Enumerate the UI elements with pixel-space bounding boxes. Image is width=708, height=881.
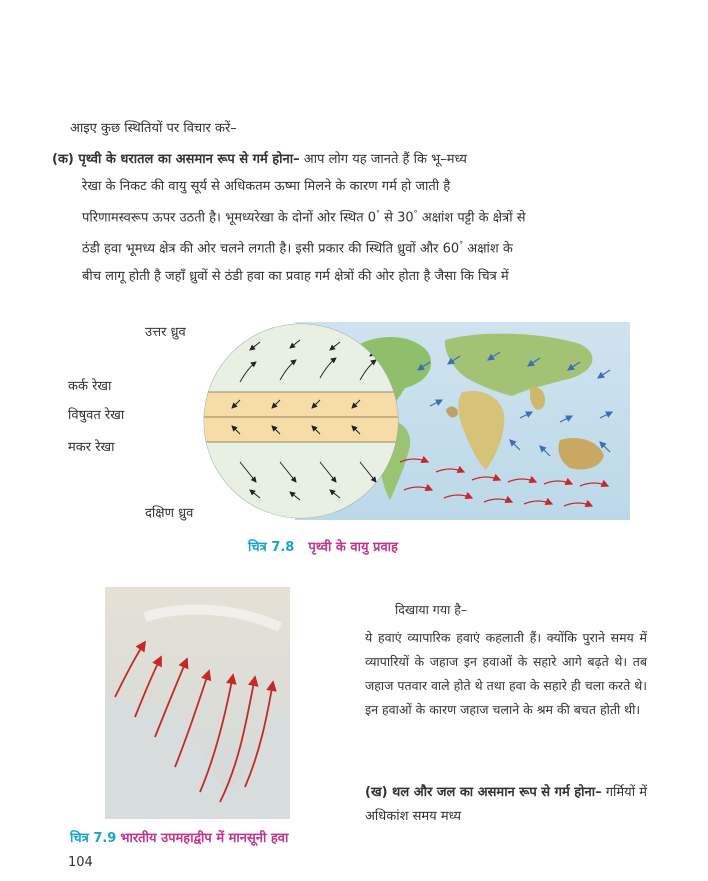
label-equator: विषुवत रेखा [68, 408, 125, 423]
trade-winds-paragraph: ये हवाएं व्यापारिक हवाएं कहलाती हैं। क्योंकि पुराने समय में व्यापारियों के जहाज इन हवाओं के सहारे आगे बढ़ते थे। तब जहाज पतवार वाले होते थे तथा हवा के सहारे ही चला करते थे। इन हवाओं के कारण जहाज चलाने के श्रम की बचत होती थी। [365, 630, 647, 717]
line-3: ठंडी हवा भूमध्य क्षेत्र की ओर चलने लगती है। इसी प्रकार की स्थिति ध्रुवों और 60° अक्षांश के [82, 240, 513, 257]
section-a-heading: (क) पृथ्वी के धरातल का असमान रूप से गर्म होना– [52, 152, 300, 167]
shown-line: दिखाया गया है– [395, 602, 468, 617]
label-north-pole: उत्तर ध्रुव [145, 325, 186, 340]
wind-circulation-figure [200, 322, 630, 520]
line-1: रेखा के निकट की वायु सूर्य से अधिकतम ऊष्मा मिलने के कारण गर्म हो जाती है [82, 179, 451, 194]
line-2: परिणामस्वरूप ऊपर उठती है। भूमध्यरेखा के दोनों ओर स्थित 0° से 30° अक्षांश पट्टी के क्षेत्रों से [82, 209, 526, 226]
figure1-caption-text: पृथ्वी के वायु प्रवाह [308, 540, 398, 555]
section-b-text: गर्मियों में अधिकांश समय मध्य [365, 785, 647, 824]
figure2-caption-text: भारतीय उपमहाद्वीप में मानसूनी हवा [120, 831, 289, 846]
section-a-paragraph [82, 173, 652, 290]
section-a-lead: आप लोग यह जानते हैं कि भू–मध्य [299, 152, 467, 167]
figure2-caption [70, 828, 288, 846]
figure1-caption [248, 537, 398, 555]
section-b [365, 781, 647, 829]
figure1-caption-number: चित्र 7.8 [248, 540, 295, 555]
section-a [52, 146, 652, 290]
intro-line: आइए कुछ स्थितियों पर विचार करें– [70, 121, 237, 136]
page-number: 104 [68, 855, 93, 870]
label-cancer: कर्क रेखा [68, 379, 112, 394]
line-4: बीच लागू होती है जहाँ ध्रुवों से ठंडी हवा का प्रवाह गर्म क्षेत्रों की ओर होता है जैसा कि चित्र में [82, 268, 509, 284]
section-b-heading: (ख) थल और जल का असमान रूप से गर्म होना– [365, 785, 602, 800]
figure2-caption-number: चित्र 7.9 [70, 831, 117, 846]
monsoon-map [105, 587, 290, 819]
label-south-pole: दक्षिण ध्रुव [145, 506, 194, 521]
label-capricorn: मकर रेखा [68, 440, 115, 455]
